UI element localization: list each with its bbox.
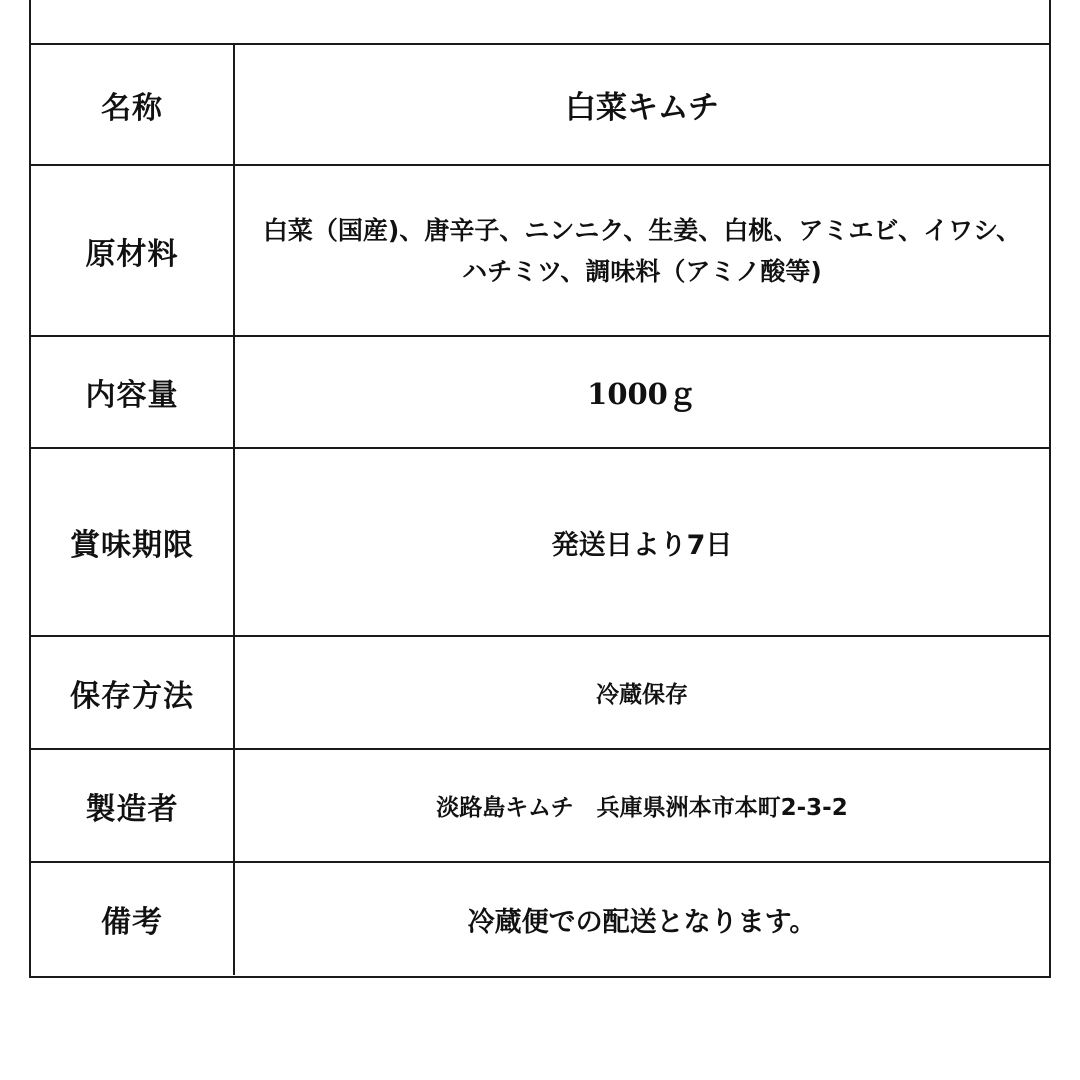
table-row-manufacturer <box>31 750 1049 863</box>
row-label-manufacturer: 製造者 <box>31 750 235 861</box>
row-label-storage: 保存方法 <box>31 637 235 748</box>
row-label-ingredients: 原材料 <box>31 166 235 335</box>
table-row-notes <box>31 863 1049 975</box>
row-label-notes: 備考 <box>31 863 235 975</box>
row-value-manufacturer: 淡路島キムチ 兵庫県洲本市本町2-3-2 <box>436 795 848 821</box>
table-row-storage <box>31 637 1049 750</box>
row-value-expiry: 発送日より7日 <box>551 529 733 561</box>
row-value-ingredients: 白菜（国産)、唐辛子、ニンニク、生姜、白桃、アミエビ、イワシ、ハチミツ、調味料（アミノ酸等) <box>262 215 1022 286</box>
table-top-strip <box>31 0 1049 45</box>
table-row-expiry <box>31 449 1049 637</box>
row-value-volume: 1000ｇ <box>587 376 697 411</box>
row-value-notes: 冷蔵便での配送となります。 <box>467 906 817 938</box>
table-row-name <box>31 45 1049 166</box>
row-value-storage: 冷蔵保存 <box>596 682 688 708</box>
row-label-volume: 内容量 <box>31 337 235 447</box>
row-value-name: 白菜キムチ <box>564 90 720 126</box>
table-row-volume <box>31 337 1049 449</box>
product-info-table <box>29 0 1051 978</box>
row-label-expiry: 賞味期限 <box>31 449 235 635</box>
row-label-name: 名称 <box>31 45 235 164</box>
table-row-ingredients <box>31 166 1049 337</box>
